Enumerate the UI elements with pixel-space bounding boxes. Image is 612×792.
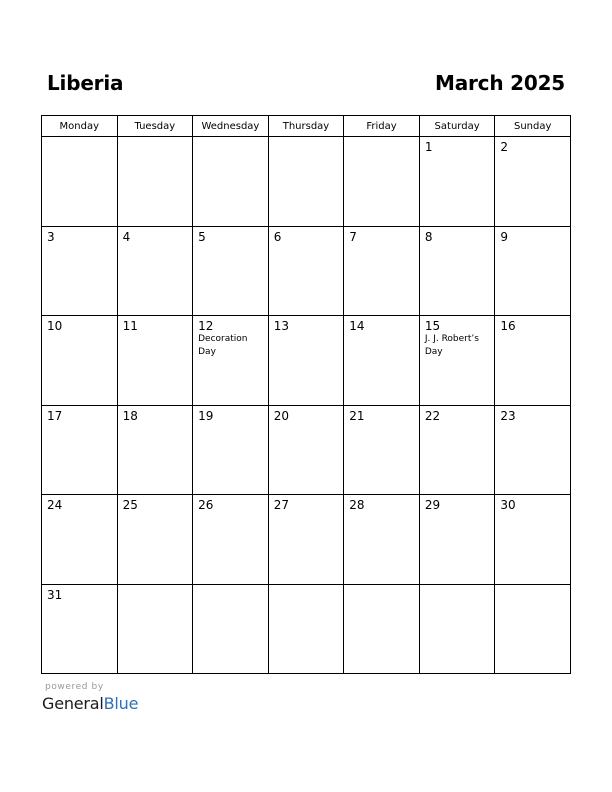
day-cell bbox=[42, 495, 118, 585]
day-cell bbox=[42, 137, 118, 227]
calendar-grid bbox=[41, 115, 571, 674]
day-number: 19 bbox=[198, 408, 214, 423]
day-cell bbox=[419, 226, 495, 316]
day-number: 18 bbox=[122, 408, 138, 423]
day-cell bbox=[193, 226, 269, 316]
weekday-header: Saturday bbox=[419, 116, 495, 137]
day-cell bbox=[495, 316, 571, 406]
day-cell bbox=[419, 405, 495, 495]
weekday-header: Tuesday bbox=[117, 116, 193, 137]
day-cell bbox=[117, 405, 193, 495]
day-cell bbox=[344, 584, 420, 674]
day-cell bbox=[344, 137, 420, 227]
day-number: 23 bbox=[500, 408, 516, 423]
day-number: 31 bbox=[47, 587, 63, 602]
day-number: 17 bbox=[47, 408, 63, 423]
day-cell bbox=[117, 584, 193, 674]
day-cell bbox=[495, 405, 571, 495]
month-year-title: March 2025 bbox=[435, 71, 565, 95]
day-cell bbox=[117, 495, 193, 585]
day-number: 9 bbox=[500, 229, 509, 244]
day-cell bbox=[419, 495, 495, 585]
country-title: Liberia bbox=[47, 71, 124, 95]
day-number: 27 bbox=[273, 498, 289, 512]
week-row bbox=[42, 584, 571, 674]
day-number: 25 bbox=[122, 498, 138, 512]
day-cell-holiday bbox=[419, 316, 495, 406]
brand-blue-text: Blue bbox=[103, 694, 139, 713]
day-number: 28 bbox=[349, 498, 365, 512]
week-row bbox=[42, 316, 571, 406]
day-cell bbox=[344, 316, 420, 406]
day-cell bbox=[268, 495, 344, 585]
day-number: 10 bbox=[47, 319, 63, 333]
day-number: 14 bbox=[349, 319, 365, 333]
day-number: 29 bbox=[424, 498, 441, 512]
day-number: 1 bbox=[424, 140, 433, 154]
day-cell bbox=[419, 584, 495, 674]
day-number: 22 bbox=[424, 408, 441, 423]
day-cell bbox=[344, 495, 420, 585]
day-number: 2 bbox=[500, 140, 509, 154]
holiday-label: Decoration Day bbox=[198, 334, 248, 357]
day-number: 13 bbox=[273, 319, 289, 333]
day-cell bbox=[495, 137, 571, 227]
day-cell bbox=[117, 226, 193, 316]
day-number: 15 bbox=[424, 319, 441, 333]
day-number: 8 bbox=[424, 229, 433, 244]
week-row bbox=[42, 226, 571, 316]
day-cell bbox=[193, 584, 269, 674]
day-number: 26 bbox=[198, 498, 214, 512]
day-cell-holiday bbox=[193, 316, 269, 406]
generalblue-logo[interactable] bbox=[42, 694, 138, 713]
weekday-header: Wednesday bbox=[193, 116, 269, 137]
week-row bbox=[42, 495, 571, 585]
day-cell bbox=[193, 137, 269, 227]
day-cell bbox=[193, 495, 269, 585]
day-cell bbox=[268, 316, 344, 406]
day-cell bbox=[344, 226, 420, 316]
day-number: 11 bbox=[122, 319, 138, 333]
day-number: 24 bbox=[47, 498, 63, 512]
day-cell bbox=[193, 405, 269, 495]
brand-general-text: General bbox=[42, 694, 104, 713]
day-cell bbox=[117, 137, 193, 227]
day-number: 21 bbox=[349, 408, 365, 423]
powered-by-label: powered by bbox=[45, 682, 104, 692]
day-number: 30 bbox=[500, 498, 516, 512]
weekday-header: Thursday bbox=[268, 116, 344, 137]
day-number: 20 bbox=[273, 408, 289, 423]
day-cell bbox=[495, 495, 571, 585]
day-cell bbox=[42, 226, 118, 316]
day-cell bbox=[42, 584, 118, 674]
day-number: 7 bbox=[349, 229, 357, 244]
day-number: 3 bbox=[47, 229, 55, 244]
day-cell bbox=[419, 137, 495, 227]
day-cell bbox=[268, 226, 344, 316]
day-cell bbox=[42, 316, 118, 406]
day-cell bbox=[495, 584, 571, 674]
day-cell bbox=[117, 316, 193, 406]
day-cell bbox=[268, 405, 344, 495]
week-row bbox=[42, 405, 571, 495]
day-cell bbox=[268, 137, 344, 227]
day-cell bbox=[344, 405, 420, 495]
day-number: 16 bbox=[500, 319, 516, 333]
weekday-header: Monday bbox=[42, 116, 118, 137]
day-number: 6 bbox=[273, 229, 282, 244]
day-cell bbox=[495, 226, 571, 316]
day-number: 12 bbox=[198, 319, 214, 333]
weekday-header: Sunday bbox=[495, 116, 571, 137]
weekday-header-row bbox=[42, 116, 571, 137]
day-cell bbox=[42, 405, 118, 495]
day-number: 4 bbox=[122, 229, 131, 244]
week-row bbox=[42, 137, 571, 227]
day-number: 5 bbox=[198, 229, 206, 244]
holiday-label: J. J. Robert’s Day bbox=[424, 334, 479, 357]
day-cell bbox=[268, 584, 344, 674]
weekday-header: Friday bbox=[344, 116, 420, 137]
